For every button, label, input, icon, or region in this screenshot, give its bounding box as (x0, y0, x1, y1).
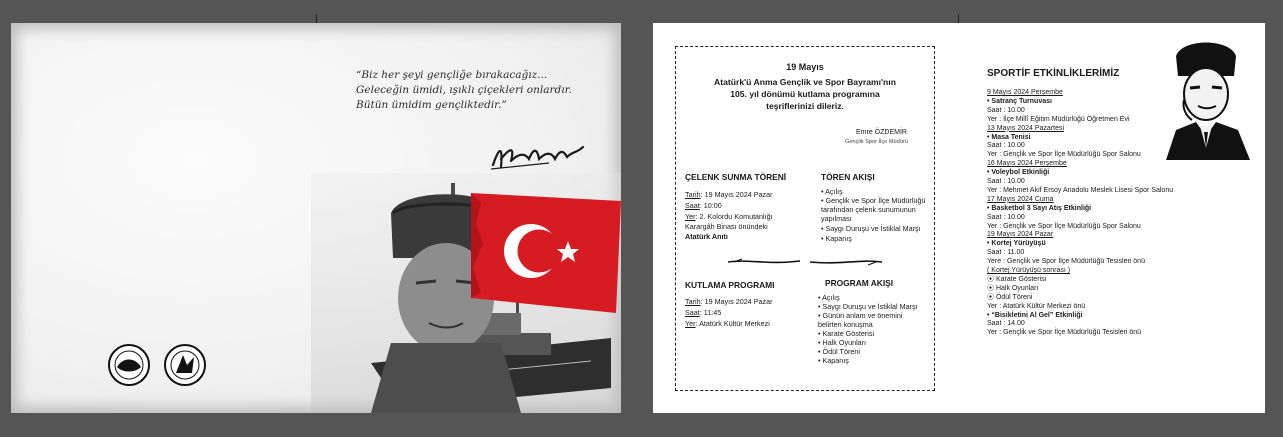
toren-item: • Açılış (821, 187, 843, 196)
kutlama-time: Saat: 11:45 (685, 308, 722, 317)
program-item: • Karate Gösterisi (818, 329, 875, 338)
invitation-date-title: 19 Mayıs (786, 62, 824, 72)
invitation-line: teşriflerinizi dileriz. (766, 101, 844, 111)
sportif-line: • Kortej Yürüyüşü (987, 240, 1046, 248)
sportif-line: 19 Mayıs 2024 Pazar (987, 231, 1054, 239)
program-item: • Açılış (818, 293, 840, 302)
quote-line: “Biz her şeyi gençliğe bırakacağız... (356, 69, 548, 81)
sportif-line: 13 Mayıs 2024 Pazartesi (987, 124, 1065, 132)
sportif-line: • Masa Tenisi (987, 133, 1031, 141)
turkish-flag (471, 193, 621, 313)
sportif-line: Saat : 10.00 (987, 178, 1025, 185)
kutlama-place: Yer: Atatürk Kültür Merkezi (685, 319, 770, 328)
program-item: • Günün anlam ve önemini (818, 311, 903, 320)
sportif-line: ⦿ Ödül Töreni (987, 293, 1033, 301)
youth-sports-emblem (163, 343, 207, 392)
ornamental-divider (810, 258, 882, 266)
left-page (11, 23, 621, 413)
sportif-line: Yer : Gençlik ve Spor İlçe Müdürlüğü Spor Salonu (987, 151, 1141, 159)
celenk-title: ÇELENK SUNMA TÖRENİ (685, 172, 787, 182)
celenk-place-line3: Atatürk Anıtı (685, 232, 728, 241)
program-item: • Kapanış (818, 356, 849, 365)
sportif-line: Yer : İlçe Millî Eğitim Müdürlüğü Öğretmen Evi (987, 115, 1130, 123)
invitation-line: Atatürk'ü Anma Gençlik ve Spor Bayramı'nın (714, 77, 896, 87)
sportif-line: ⦿ Karate Gösterisi (987, 275, 1047, 283)
sportif-line: • Satranç Turnuvası (987, 97, 1052, 105)
toren-title: TÖREN AKIŞI (821, 172, 875, 182)
quote-line: Geleceğin ümidi, ışıklı çiçekleri onlardır. (356, 84, 572, 96)
sportif-line: Saat : 14.00 (987, 320, 1025, 328)
signer-name: Emre ÖZDEMİR (856, 129, 907, 136)
ataturk-portrait (1160, 36, 1252, 165)
celenk-date: Tarih: 19 Mayıs 2024 Pazar (685, 190, 773, 199)
ataturk-quote (356, 68, 626, 113)
sportif-line: Yer : Gençlik ve Spor İlçe Müdürlüğü Tesisleri önü (987, 329, 1142, 337)
sportif-line: ( Kortej Yürüyüşü sonrası ) (987, 267, 1071, 274)
quote-line: Bütün ümidim gençliktedir.” (356, 99, 507, 111)
sportif-line: • Basketbol 3 Sayı Atış Etkinliği (987, 204, 1092, 212)
program-item: • Saygı Duruşu ve İstiklal Marşı (818, 302, 918, 311)
ataturk-portrait-with-flag (311, 173, 621, 418)
sportif-line: 9 Mayıs 2024 Perşembe (987, 89, 1063, 96)
program-item: • Ödül Töreni (818, 347, 860, 356)
sportif-line: ⦿ Halk Oyunları (987, 284, 1039, 292)
sportif-line: Yer : Mehmet Akif Ersoy Anadolu Meslek Lisesi Spor Salonu (987, 186, 1174, 194)
sportif-line: Yere : Gençlik ve Spor İlçe Müdürlüğü Tesisleri önü (987, 258, 1145, 266)
sportif-line: Yer : Atatürk Kültür Merkezi önü (987, 302, 1086, 310)
sportif-line: 17 Mayıs 2024 Cuma (987, 195, 1054, 203)
program-item: belirten konuşma (818, 320, 873, 329)
kutlama-title: KUTLAMA PROGRAMI (685, 280, 775, 290)
sportif-line: 16 Mayıs 2024 Perşembe (987, 160, 1067, 168)
celenk-place-line2: Karargâh Binası önündeki (685, 222, 768, 231)
invitation-line: 105. yıl dönümü kutlama programına (730, 89, 880, 99)
sportif-line: Saat : 10.00 (987, 106, 1025, 114)
toren-item: tarafından çelenk sunumunun (821, 205, 916, 214)
program-item: • Halk Oyunları (818, 338, 867, 347)
ministry-emblem (107, 343, 151, 392)
sportif-line: • “Bisikletini Al Gel” Etkinliği (987, 311, 1083, 319)
ornamental-divider (728, 258, 800, 266)
toren-item: yapılması (821, 214, 852, 223)
toren-item: • Kapanış (821, 234, 852, 243)
sportif-line: Saat : 10.00 (987, 213, 1025, 221)
program-title: PROGRAM AKIŞI (825, 278, 894, 288)
sportif-line: • Voleybol Etkinliği (987, 169, 1050, 177)
sportif-title: SPORTİF ETKİNLİKLERİMİZ (987, 68, 1120, 79)
toren-item: • Gençlik ve Spor İlçe Müdürlüğü (821, 196, 926, 205)
signer-title: Gençlik Spor İlçe Müdürü (845, 139, 908, 145)
toren-item: • Saygı Duruşu ve İstiklal Marşı (821, 224, 921, 233)
sportif-line: Yer : Gençlik ve Spor İlçe Müdürlüğü Spor Salonu (987, 222, 1141, 230)
sportif-line: Saat : 11.00 (987, 249, 1025, 257)
celenk-place: Yer: 2. Kolordu Komutanlığı (685, 212, 773, 221)
celenk-time: Saat: 10:00 (685, 201, 722, 210)
sportif-line: Saat : 10.00 (987, 142, 1025, 150)
kutlama-date: Tarih: 19 Mayıs 2024 Pazar (685, 297, 773, 306)
